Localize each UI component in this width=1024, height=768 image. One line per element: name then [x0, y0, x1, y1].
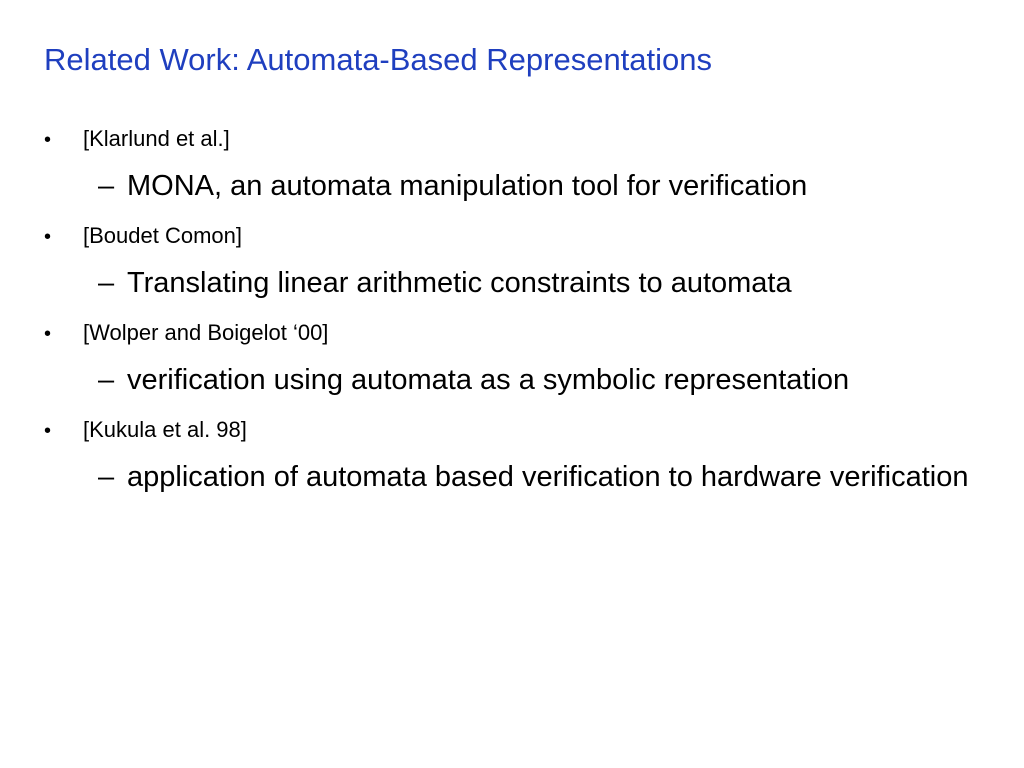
slide-title: Related Work: Automata-Based Representations — [44, 42, 713, 77]
description-text: application of automata based verification to hardware verification — [127, 461, 969, 493]
list-item — [44, 221, 994, 301]
citation-text: [Klarlund et al.] — [83, 126, 230, 151]
bullet-row — [44, 318, 994, 349]
dash-icon: – — [98, 364, 115, 396]
citation-text: [Boudet Comon] — [83, 223, 242, 248]
description-text: Translating linear arithmetic constraints to automata — [127, 267, 792, 299]
sub-bullet-row — [44, 362, 994, 398]
description-text: MONA, an automata manipulation tool for verification — [127, 170, 808, 202]
list-item — [44, 318, 994, 398]
bullet-icon: • — [44, 129, 52, 151]
dash-icon: – — [98, 267, 115, 299]
bullet-list — [44, 124, 994, 512]
list-item — [44, 124, 994, 204]
dash-icon: – — [98, 170, 115, 202]
citation-text: [Kukula et al. 98] — [83, 417, 247, 442]
bullet-icon: • — [44, 420, 52, 442]
sub-bullet-row — [44, 459, 994, 495]
citation-text: [Wolper and Boigelot ‘00] — [83, 320, 329, 345]
description-text: verification using automata as a symbolic representation — [127, 364, 850, 396]
bullet-row — [44, 221, 994, 252]
dash-icon: – — [98, 461, 115, 493]
bullet-icon: • — [44, 226, 52, 248]
bullet-row — [44, 415, 994, 446]
list-item — [44, 415, 994, 495]
sub-bullet-row — [44, 265, 994, 301]
bullet-icon: • — [44, 323, 52, 345]
bullet-row — [44, 124, 994, 155]
sub-bullet-row — [44, 168, 994, 204]
